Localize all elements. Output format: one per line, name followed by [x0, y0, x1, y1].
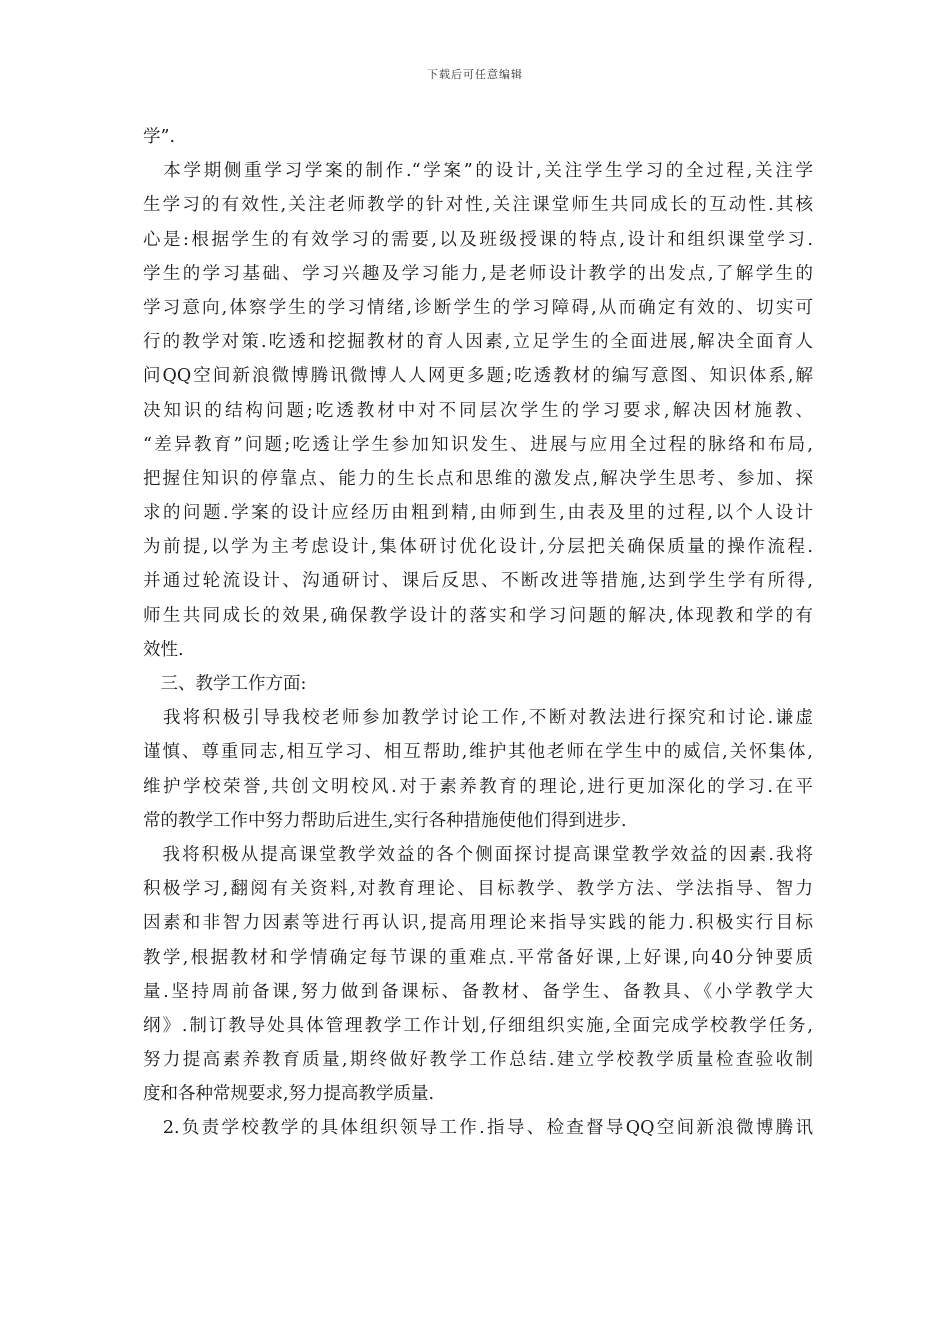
text-line: 本学期侧重学习学案的制作.“学案”的设计,关注学生学习的全过程,关注学 [143, 161, 813, 182]
text-line: 度和各种常规要求,努力提高教学质量. [143, 1084, 435, 1105]
text-line: 心是:根据学生的有效学习的需要,以及班级授课的特点,设计和组织课堂学习. [143, 229, 813, 250]
text-line: 学习意向,体察学生的学习情绪,诊断学生的学习障碍,从而确定有效的、切实可 [143, 297, 813, 318]
text-line: 三、教学工作方面: [143, 674, 307, 694]
text-line: 常的教学工作中努力帮助后进生,实行各种措施使他们得到进步. [143, 810, 627, 831]
text-line: 师生共同成长的效果,确保教学设计的落实和学习问题的解决,体现教和学的有 [143, 605, 813, 626]
text-line: 求的问题.学案的设计应经历由粗到精,由师到生,由表及里的过程,以个人设计 [143, 503, 813, 524]
text-line: 学生的学习基础、学习兴趣及学习能力,是老师设计教学的出发点,了解学生的 [143, 263, 813, 284]
text-line: 问QQ空间新浪微博腾讯微博人人网更多题;吃透教材的编写意图、知识体系,解 [143, 366, 813, 387]
text-line: “差异教育”问题;吃透让学生参加知识发生、进展与应用全过程的脉络和布局, [143, 434, 813, 455]
text-line: 我将积极从提高课堂教学效益的各个侧面探讨提高课堂教学效益的因素.我将 [143, 844, 813, 865]
text-line: 把握住知识的停靠点、能力的生长点和思维的激发点,解决学生思考、参加、探 [143, 468, 813, 489]
text-line: 生学习的有效性,关注老师教学的针对性,关注课堂师生共同成长的互动性.其核 [143, 195, 813, 216]
text-line: 积极学习,翻阅有关资料,对教育理论、目标教学、教学方法、学法指导、智力 [143, 879, 813, 900]
text-line: 因素和非智力因素等进行再认识,提高用理论来指导实践的能力.积极实行目标 [143, 913, 813, 934]
text-line: 纲》.制订教导处具体管理教学工作计划,仔细组织实施,全面完成学校教学任务, [143, 1015, 813, 1036]
text-line: 2.负责学校教学的具体组织领导工作.指导、检查督导QQ空间新浪微博腾讯 [143, 1118, 813, 1139]
text-line: 努力提高素养教育质量,期终做好教学工作总结.建立学校教学质量检查验收制 [143, 1050, 813, 1071]
text-line: 效性. [143, 639, 184, 660]
document-body [143, 120, 813, 1146]
text-line: 维护学校荣誉,共创文明校风.对于素养教育的理论,进行更加深化的学习.在平 [143, 776, 813, 797]
text-line: 决知识的结构问题;吃透教材中对不同层次学生的学习要求,解决因材施教、 [143, 400, 813, 421]
page-header: 下载后可任意编辑 [427, 68, 523, 81]
text-line: 谨慎、尊重同志,相互学习、相互帮助,维护其他老师在学生中的威信,关怀集体, [143, 742, 813, 763]
text-line: 我将积极引导我校老师参加教学讨论工作,不断对教法进行探究和讨论.谦虚 [143, 708, 813, 729]
text-line: 学”. [143, 127, 176, 147]
text-line: 量.坚持周前备课,努力做到备课标、备教材、备学生、备教具、《小学教学大 [143, 981, 813, 1002]
text-line: 并通过轮流设计、沟通研讨、课后反思、不断改进等措施,达到学生学有所得, [143, 571, 813, 592]
text-line: 为前提,以学为主考虑设计,集体研讨优化设计,分层把关确保质量的操作流程. [143, 537, 813, 558]
text-line: 行的教学对策.吃透和挖掘教材的育人因素,立足学生的全面进展,解决全面育人 [143, 332, 813, 353]
text-line: 教学,根据教材和学情确定每节课的重难点.平常备好课,上好课,向40分钟要质 [143, 947, 813, 968]
